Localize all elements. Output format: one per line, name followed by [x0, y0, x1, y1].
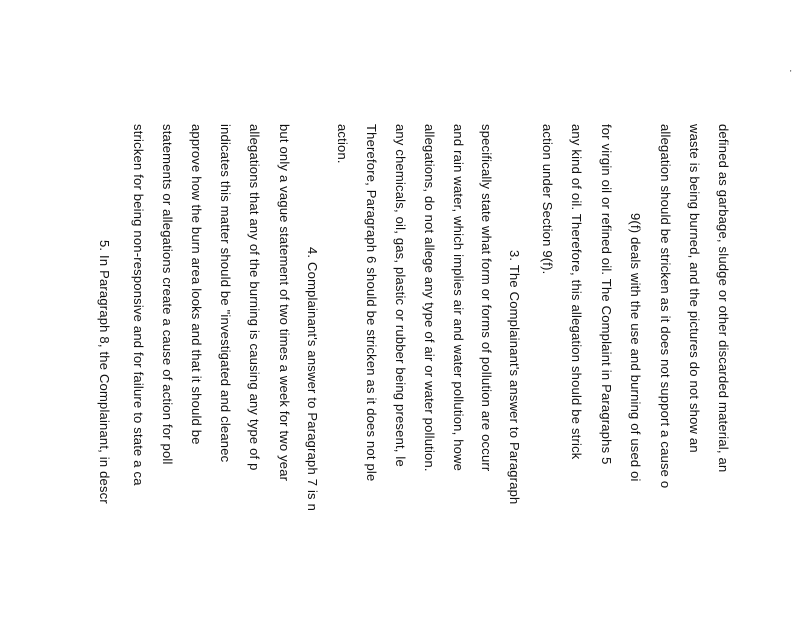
text-line-5: for virgin oil or refined oil. The Complaint in Paragraphs 5: [599, 124, 614, 465]
text-line-2: waste is being burned, and the pictures do not show an: [687, 124, 702, 453]
text-line-9: specifically state what form or forms of pollution are occurr: [479, 124, 494, 472]
text-line-22: 5. In Paragraph 8, the Complainant, in descr: [97, 240, 112, 504]
text-line-6: any kind of oil. Therefore, this allegation should be strick: [569, 124, 584, 460]
text-line-4: 9(f) deals with the use and burning of used oi: [628, 213, 643, 482]
text-line-13: Therefore, Paragraph 6 should be stricken as it does not ple: [364, 124, 379, 482]
text-line-8: 3. The Complainant's answer to Paragraph: [507, 250, 522, 505]
text-line-16: but only a vague statement of two times a week for two year: [277, 124, 292, 482]
text-line-15: 4. Complainant's answer to Paragraph 7 is n: [305, 247, 320, 511]
text-line-20: statements or allegations create a cause of action for poll: [160, 124, 175, 465]
text-line-7: action under Section 9(f).: [540, 124, 555, 275]
text-line-12: any chemicals, oil, gas, plastic or rubber being present, le: [393, 124, 408, 467]
text-line-14: action.: [335, 124, 350, 164]
text-line-3: allegation should be stricken as it does not support a cause o: [658, 124, 673, 489]
text-line-10: and rain water, which implies air and water pollution, howe: [451, 124, 466, 472]
text-line-18: indicates this matter should be "investigated and cleanec: [218, 124, 233, 463]
text-line-17: allegations that any of the burning is causing any type of p: [247, 124, 262, 471]
text-line-19: approve how the burn area looks and that it should be: [189, 124, 204, 445]
text-line-21: stricken for being non-responsive and for failure to state a ca: [131, 124, 146, 486]
page-edge-mark: ': [790, 69, 792, 78]
text-line-11: allegations, do not allege any type of air or water pollution.: [422, 124, 437, 472]
text-line-1: defined as garbage, sludge or other discarded material, an: [716, 124, 731, 473]
